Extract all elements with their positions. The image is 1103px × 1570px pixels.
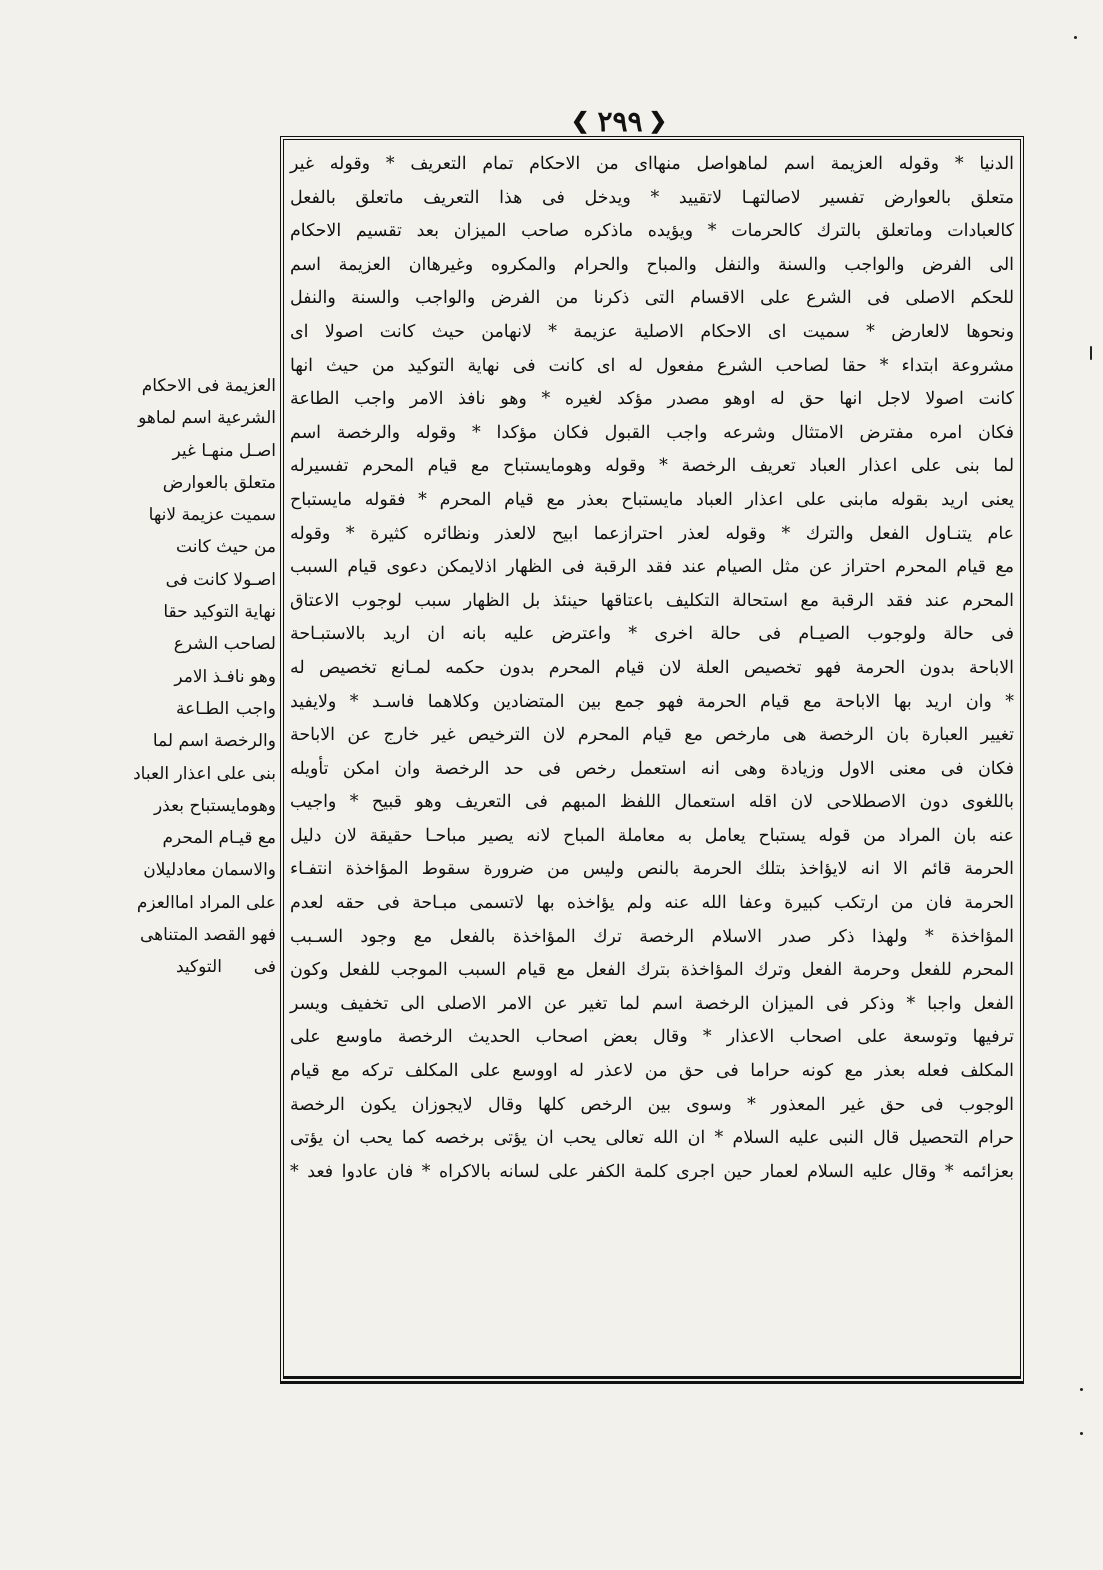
margin-note bbox=[133, 370, 276, 984]
margin-note-line: فى التوكيد bbox=[176, 957, 276, 978]
main-text-line: الحرمة فان من ارتكب كبيرة وعفا الله عنه ولم يؤاخذه بها لاتسمى مبـاحة فى حقه لعدم bbox=[290, 893, 1014, 914]
margin-note-line: واجب الطـاعة bbox=[176, 698, 276, 719]
main-text-line: يعنى اريد بقوله مابنى على اعذار العباد مايستباح بعذر مع قيام المحرم * فقوله مايستباح bbox=[290, 489, 1014, 510]
margin-note-line: لصاحب الشرع bbox=[173, 634, 276, 655]
margin-note-line: على المراد اماالعزم bbox=[136, 892, 276, 913]
main-text-line: عام يتنـاول الفعل والترك * وقوله لعذر احترازعما ابيح لالعذر ونظائره كثيرة * وقوله bbox=[290, 523, 1014, 544]
scan-speck bbox=[1074, 36, 1077, 39]
scan-speck bbox=[1080, 1388, 1083, 1391]
main-text-line: حرام التحصيل قال النبى عليه السلام * ان الله تعالى يحب ان يؤتى برخصه كما يحب ان يؤتى bbox=[290, 1128, 1014, 1149]
main-text-line: بعزائمه * وقال عليه السلام لعمار حين اجرى كلمة الكفر على لسانه بالاكراه * فان عادوا فعد * bbox=[290, 1161, 1014, 1182]
main-text-line: المؤاخذة * ولهذا ذكر صدر الاسلام الرخصة ترك المؤاخذة بالفعل مع وجود السـبب bbox=[290, 926, 1014, 947]
margin-note-line: والاسمان معادليلان bbox=[143, 860, 276, 881]
main-text-line: المحرم عند فقد الرقبة مع استحالة التكليف باعتاقها حينئذ بل الظهار سبب لوجوب الاعتاق bbox=[290, 590, 1014, 611]
margin-note-line: العزيمة فى الاحكام bbox=[141, 376, 276, 396]
main-text-line: للحكم الاصلى فى الشرع على الاقسام التى ذكرنا من الفرض والواجب والسنة والنفل bbox=[290, 288, 1014, 309]
main-text-line: ترفيها وتوسعة على اصحاب الاعذار * وقال بعض اصحاب الحديث الرخصة ماوسع على bbox=[290, 1027, 1014, 1048]
main-text-line: فكان فى معنى الاول وزيادة وهى انه استعمل رخص فى حد الرخصة وان امكن تأويله bbox=[290, 758, 1014, 779]
main-text-line: المحرم للفعل وحرمة الفعل وترك المؤاخذة بترك الفعل مع قيام السبب الموجب للفعل وكون bbox=[290, 960, 1014, 981]
margin-note-line: من حيث كانت bbox=[176, 537, 276, 558]
main-text-line: المكلف فعله بعذر مع كونه حراما فى حق من لاعذر له اووسع على المكلف تركه مع قيام bbox=[290, 1061, 1014, 1082]
main-text-line: مع قيام المحرم احتراز عن مثل الصيام عند فقد الرقبة فى الظهار اذلايمكن دعوى قيام السبب bbox=[290, 557, 1014, 578]
scan-speck bbox=[1080, 1432, 1083, 1435]
margin-note-line: وهومايستباح بعذر bbox=[153, 795, 276, 816]
main-text-line: متعلق بالعوارض تفسير لاصالتهـا لاتقييد * ويدخل فى هذا التعريف ماتعلق بالفعل bbox=[290, 187, 1014, 208]
main-text-line: الوجوب فى حق غير المعذور * وسوى بين الرخص كلها وقال لايجوزان يكون الرخصة bbox=[290, 1094, 1014, 1115]
margin-note-line: سميت عزيمة لانها bbox=[148, 505, 276, 526]
margin-note-line: والرخصة اسم لما bbox=[152, 731, 276, 752]
main-text-line: الى الفرض والواجب والسنة والنفل والمباح والحرام والمكروه وغيرهاان العزيمة اسم bbox=[290, 254, 1014, 275]
margin-note-line: وهو نافـذ الامر bbox=[174, 666, 276, 687]
main-text-line: ونحوها لالعارض * سميت اى الاحكام الاصلية عزيمة * لانهامن حيث كانت اصولا اى bbox=[290, 321, 1014, 342]
margin-note-line: اصـولا كانت فى bbox=[165, 569, 276, 590]
margin-note-line: فهو القصد المتناهى bbox=[139, 925, 276, 946]
main-text-line: لما بنى على اعذار العباد تعريف الرخصة * وقوله وهومايستباح مع قيام المحرم تفسيرله bbox=[290, 456, 1014, 477]
page-number-text: ٢٩٩ bbox=[597, 104, 643, 138]
margin-note-line: اصـل منهـا غير bbox=[172, 440, 276, 461]
main-text-block bbox=[290, 148, 1014, 1372]
scan-mark bbox=[1090, 346, 1092, 360]
main-text-line: باللغوى دون الاصطلاحى لان اقله استعمال اللفظ المبهم فى التعريف وهو قبيح * واجيب bbox=[290, 792, 1014, 813]
main-text-line: الدنيا * وقوله العزيمة اسم لماهواصل منهااى من الاحكام تمام التعريف * وقوله غير bbox=[290, 154, 1014, 174]
page-number bbox=[540, 101, 700, 141]
main-text-line: عنه بان المراد من قوله يستباح يعامل به معاملة المباح لانه يصير مباحـا حقيقة لان دليل bbox=[290, 825, 1014, 846]
margin-note-line: بنى على اعذار العباد bbox=[133, 763, 276, 784]
margin-note-line: الشرعية اسم لماهو bbox=[138, 408, 276, 429]
main-text-line: كانت اصولا لاجل انها حق له اوهو مصدر مؤكد لغيره * وهو نافذ الامر واجب الطاعة bbox=[290, 389, 1014, 410]
main-text-line: تغيير العبارة بان الرخصة هى مارخص مع قيام المحرم لان الترخيص غير خارج عن الاباحة bbox=[290, 725, 1014, 746]
margin-note-line: مع قيـام المحرم bbox=[162, 828, 276, 849]
margin-note-line: متعلق بالعوارض bbox=[162, 472, 276, 493]
main-text-line: فكان امره مفترض الامتثال وشرعه واجب القبول فكان مؤكدا * وقوله والرخصة اسم bbox=[290, 422, 1014, 443]
main-text-line: الاباحة بدون الحرمة فهو تخصيص العلة لان قيام المحرم بدون حكمه لمـانع تخصيص له bbox=[290, 657, 1014, 678]
main-text-line: فى حالة ولوجوب الصيـام فى حالة اخرى * واعترض عليه بانه ان اريد بالاستبـاحة bbox=[290, 624, 1014, 645]
ornament-right-icon: ❯ bbox=[648, 108, 669, 134]
main-text-line: مشروعة ابتداء * حقا لصاحب الشرع مفعول له اى كانت فى نهاية التوكيد من حيث انها bbox=[290, 355, 1014, 376]
margin-note-line: نهاية التوكيد حقا bbox=[163, 602, 276, 623]
ornament-left-icon: ❮ bbox=[571, 108, 592, 134]
main-text-line: * وان اريد بها الاباحة مع قيام الحرمة فهو جمع بين المتضادين وكلاهما فاسـد * ولايفيد bbox=[290, 691, 1014, 712]
main-text-line: الفعل واجبا * وذكر فى الميزان الرخصة اسم لما تغير عن الامر الاصلى الى تخفيف ويسر bbox=[290, 993, 1014, 1014]
main-text-line: الحرمة قائم الا انه لايؤاخذ بتلك الحرمة بالنص وليس من ضرورة سقوط المؤاخذة انتفـاء bbox=[290, 859, 1014, 880]
main-text-line: كالعبادات وماتعلق بالترك كالحرمات * ويؤيده ماذكره صاحب الميزان بعد تقسيم الاحكام bbox=[290, 221, 1014, 242]
